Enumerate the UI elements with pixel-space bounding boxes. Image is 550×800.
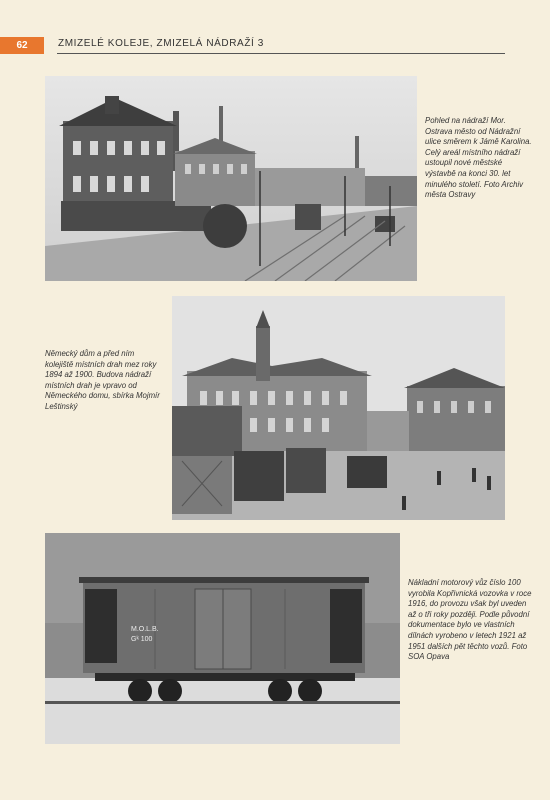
wagon-lettering: M.O.L.B.	[131, 626, 159, 633]
caption-photo-1: Pohled na nádraží Mor. Ostrava město od Nádražní ulice směrem k Jámě Karolina. Celý areál místního nádraží ustoupil nové městské výstavbě na konci 30. let minulého století. Foto Archiv města Ostravy	[425, 116, 532, 200]
caption-photo-3: Nákladní motorový vůz číslo 100 vyrobila Kopřivnická vozovka v roce 1916, do provozu však byl uveden až o tři roky později. Podle původní dokumentace bylo ve vlastních dílnách vyrobeno v letech 1921 až 1951 dalších pět těchto vozů. Foto SOA Opava	[408, 578, 532, 662]
photo-german-house-yard	[172, 296, 505, 520]
caption-photo-2: Německý dům a před ním kolejiště místních drah mez roky 1894 až 1900. Budova nádraží místních drah je vpravo od Německého domu, sbírka Mojmír Leštinský	[45, 349, 160, 411]
header-rule	[57, 53, 505, 54]
photo-station-street-view	[45, 76, 417, 281]
page-number: 62	[0, 37, 44, 54]
svg-text:Gᵏ 100: Gᵏ 100	[131, 636, 153, 643]
photo-freight-railcar	[45, 533, 400, 744]
running-title: ZMIZELÉ KOLEJE, ZMIZELÁ NÁDRAŽÍ 3	[58, 38, 264, 49]
